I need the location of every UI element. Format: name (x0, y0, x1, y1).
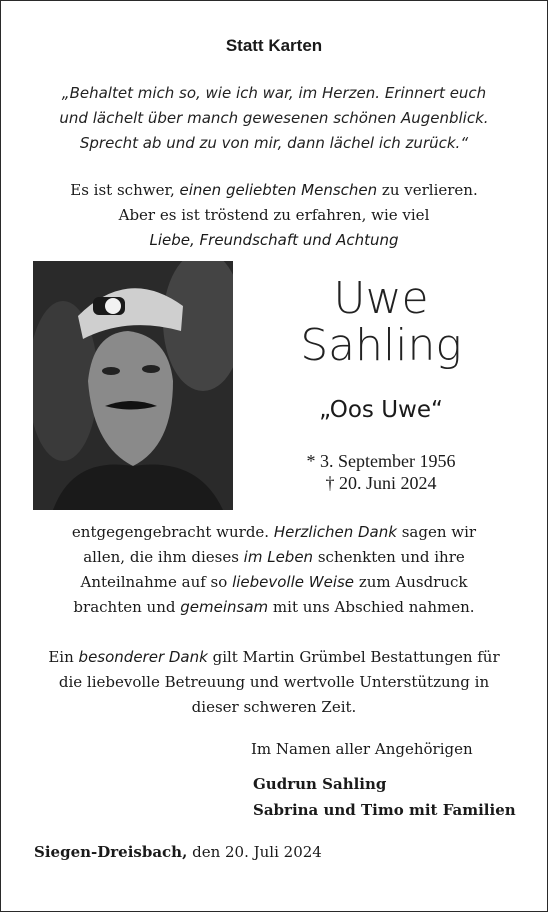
thanks-line: allen, die ihm dieses im Leben schenkten und ihre (83, 548, 465, 566)
special-line: dieser schweren Zeit. (191, 698, 357, 716)
quote-line: „Behaltet mich so, wie ich war, im Herzen. Erinnert euch (61, 84, 487, 102)
thanks-line: brachten und gemeinsam mit uns Abschied nahmen. (73, 598, 475, 616)
poem-quote (21, 81, 527, 156)
intro-text (21, 178, 527, 253)
special-thanks (21, 645, 527, 720)
special-line: die liebevolle Betreuung und wertvolle Unterstützung in (58, 673, 490, 691)
intro-line: Es ist schwer, einen geliebten Menschen zu verlieren. (70, 181, 478, 199)
miner-portrait-image (33, 261, 233, 510)
death-date: † 20. Juni 2024 (325, 473, 437, 493)
family-intro: Im Namen aller Angehörigen (251, 740, 473, 758)
intro-line: Aber es ist tröstend zu erfahren, wie viel (118, 206, 430, 224)
special-line: Ein besonderer Dank gilt Martin Grümbel Bestattungen für (48, 648, 500, 666)
last-name: Sahling (300, 320, 462, 371)
thanks-line: entgegengebracht wurde. Herzlichen Dank sagen wir (71, 523, 477, 541)
header-title: Statt Karten (225, 36, 323, 55)
family-name: Gudrun Sahling (253, 775, 387, 793)
life-dates (241, 450, 521, 494)
birth-date: * 3. September 1956 (306, 451, 456, 471)
place-date (34, 843, 322, 861)
nickname: „Oos Uwe“ (319, 397, 443, 423)
date: den 20. Juli 2024 (192, 843, 322, 861)
place: Siegen-Dreisbach, (34, 843, 188, 861)
first-name: Uwe (333, 273, 429, 324)
thanks-text (21, 520, 527, 620)
quote-line: und lächelt über manch gewesenen schönen Augenblick. (59, 109, 489, 127)
thanks-line: Anteilnahme auf so liebevolle Weise zum Ausdruck (80, 573, 468, 591)
portrait-photo (33, 261, 233, 510)
family-names (253, 771, 516, 823)
intro-line: Liebe, Freundschaft und Achtung (149, 231, 399, 249)
deceased-name (241, 273, 521, 371)
family-name: Sabrina und Timo mit Familien (253, 801, 516, 819)
quote-line: Sprecht ab und zu von mir, dann lächel ich zurück.“ (79, 134, 469, 152)
